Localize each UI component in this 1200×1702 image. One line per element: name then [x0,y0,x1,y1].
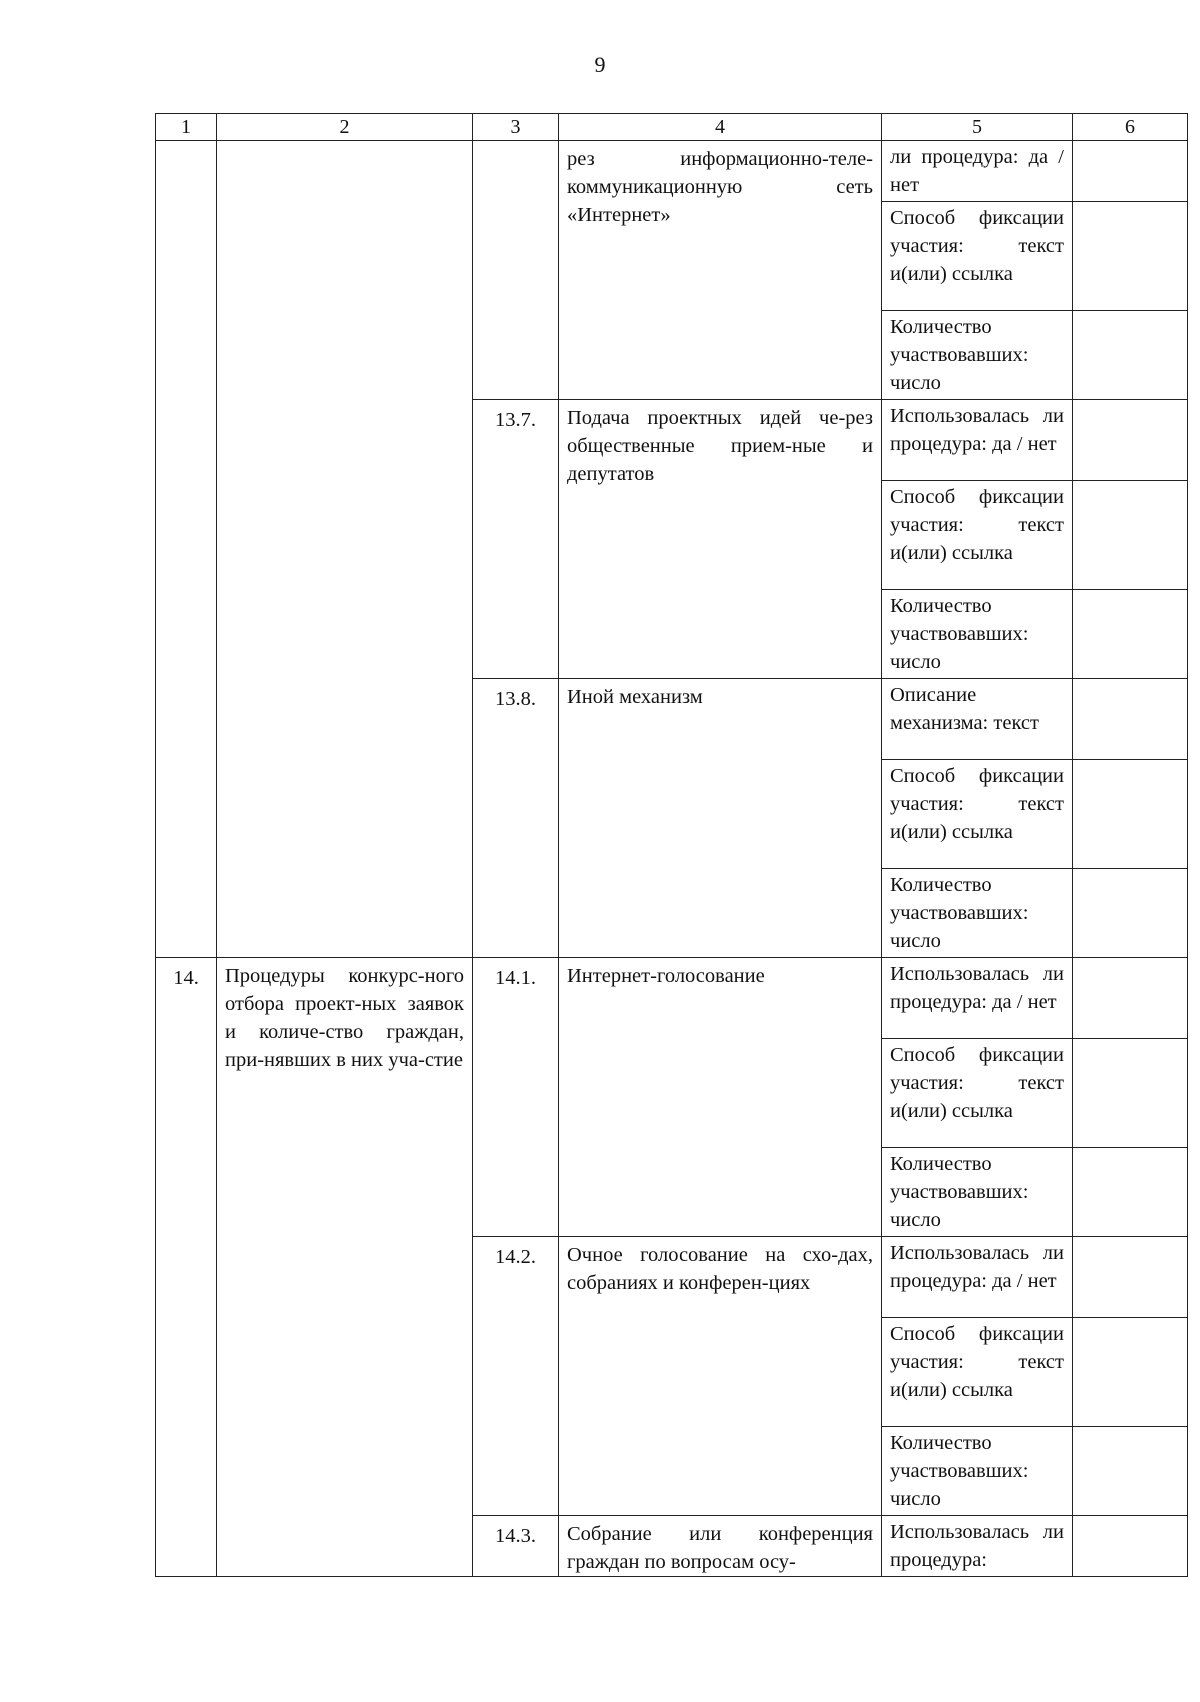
sub-number: 14.2. [495,1246,536,1268]
mechanism-cell [559,958,882,1237]
mechanism-cell [559,679,882,958]
mechanism-text: Интернет-голосование [567,965,765,987]
value-cell [1073,400,1188,481]
column-header-5: 5 [882,114,1073,141]
item-number-cell [156,141,217,958]
indicator-cell: Описание механизма: текст [882,679,1073,760]
mechanism-text: Подача проектных идей че-рез общественные прием-ные и депутатов [567,407,873,485]
sub-number-cell [473,400,559,679]
sub-number: 13.7. [495,409,536,431]
mechanism-text: Иной механизм [567,686,703,708]
value-cell [1073,1039,1188,1148]
indicator-cell: Использовалась ли процедура: да / нет [882,958,1073,1039]
indicator-cell: Способ фиксации участия: текст и(или) ссылка [882,202,1073,311]
indicator-cell: Количество участвовавших: число [882,869,1073,958]
sub-number-cell [473,679,559,958]
column-header-3: 3 [473,114,559,141]
value-cell [1073,1427,1188,1516]
value-cell [1073,1318,1188,1427]
value-cell [1073,311,1188,400]
table-row [156,958,1188,1039]
mechanism-text: рез информационно-теле-коммуникационную сеть «Интернет» [567,148,873,226]
sub-number-cell [473,141,559,400]
mechanism-text: Очное голосование на схо-дах, собраниях и конферен-циях [567,1244,873,1294]
value-cell [1073,679,1188,760]
sub-number: 14.3. [495,1525,536,1547]
column-header-1: 1 [156,114,217,141]
indicator-cell: Способ фиксации участия: текст и(или) ссылка [882,1318,1073,1427]
value-cell [1073,202,1188,311]
value-cell [1073,1148,1188,1237]
column-header-6: 6 [1073,114,1188,141]
sub-number: 13.8. [495,688,536,710]
indicator-cell: Способ фиксации участия: текст и(или) ссылка [882,760,1073,869]
indicator-cell: Способ фиксации участия: текст и(или) ссылка [882,1039,1073,1148]
indicator-cell: Способ фиксации участия: текст и(или) ссылка [882,481,1073,590]
indicator-cell: Количество участвовавших: число [882,590,1073,679]
value-cell [1073,958,1188,1039]
indicator-cell: ли процедура: да / нет [882,141,1073,202]
mechanism-cell [559,1516,882,1577]
mechanism-cell [559,400,882,679]
indicator-cell: Использовалась ли процедура: [882,1516,1073,1577]
header-row [156,114,1188,141]
indicator-cell: Использовалась ли процедура: да / нет [882,400,1073,481]
sub-number-cell [473,958,559,1237]
table-row [156,141,1188,202]
indicator-cell: Использовалась ли процедура: да / нет [882,1237,1073,1318]
sub-number-cell [473,1516,559,1577]
value-cell [1073,590,1188,679]
sub-number: 14.1. [495,967,536,989]
mechanism-text: Собрание или конференция граждан по вопросам осу- [567,1523,873,1573]
value-cell [1073,760,1188,869]
value-cell [1073,869,1188,958]
sub-number-cell [473,1237,559,1516]
value-cell [1073,481,1188,590]
item-name: Процедуры конкурс-ного отбора проект-ных заявок и количе-ство граждан, при-нявших в них уча-стие [225,965,464,1071]
mechanism-cell [559,1237,882,1516]
item-name-cell [217,141,473,958]
column-header-4: 4 [559,114,882,141]
item-name-cell [217,958,473,1577]
value-cell [1073,141,1188,202]
value-cell [1073,1516,1188,1577]
value-cell [1073,1237,1188,1318]
data-table [155,113,1188,1577]
mechanism-cell [559,141,882,400]
indicator-cell: Количество участвовавших: число [882,1427,1073,1516]
indicator-cell: Количество участвовавших: число [882,311,1073,400]
indicator-cell: Количество участвовавших: число [882,1148,1073,1237]
item-number: 14. [173,967,199,989]
column-header-2: 2 [217,114,473,141]
item-number-cell [156,958,217,1577]
page-number: 9 [594,52,606,77]
